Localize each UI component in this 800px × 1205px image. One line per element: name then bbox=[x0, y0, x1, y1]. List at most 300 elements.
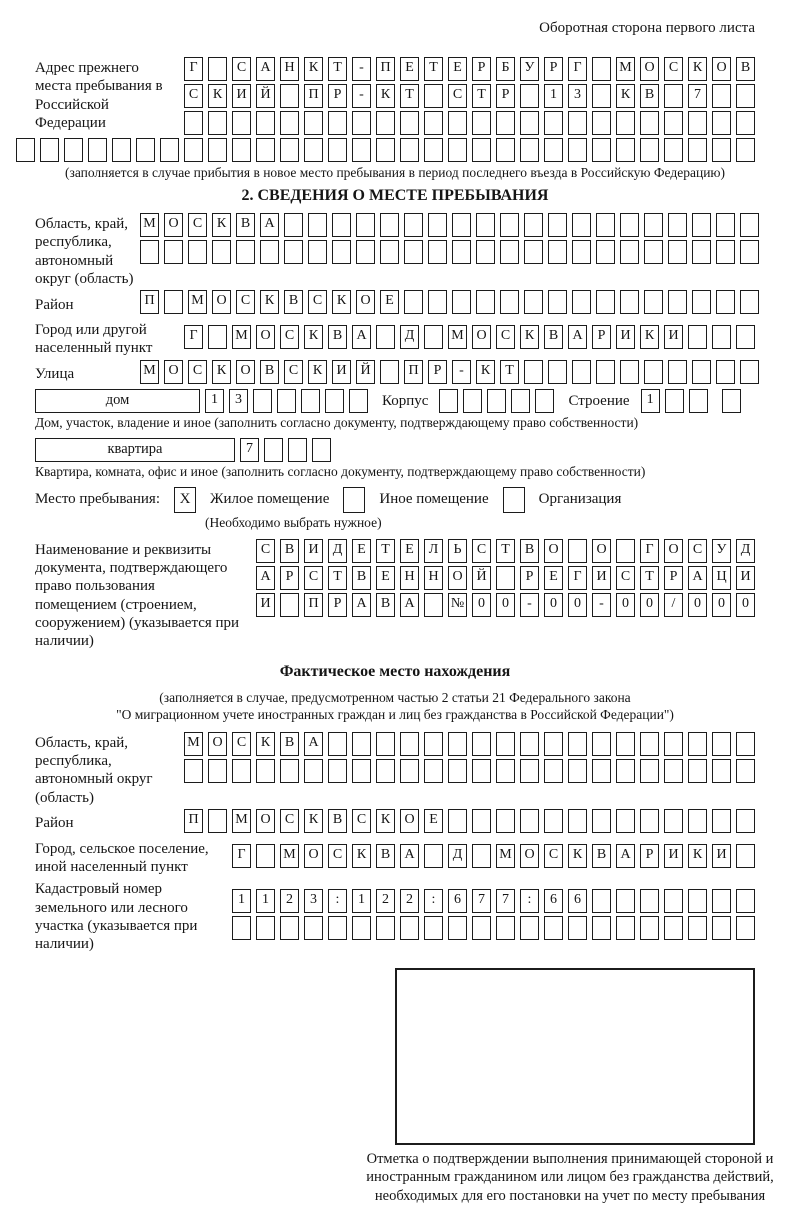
char-box: О bbox=[592, 539, 611, 563]
char-box bbox=[568, 809, 587, 833]
char-box bbox=[472, 916, 491, 940]
char-box bbox=[640, 138, 659, 162]
char-box: В bbox=[328, 809, 347, 833]
char-box: 7 bbox=[472, 889, 491, 913]
char-box: О bbox=[212, 290, 231, 314]
char-box bbox=[688, 732, 707, 756]
char-box bbox=[284, 240, 303, 264]
char-box bbox=[712, 325, 731, 349]
prev-address-label: Адрес прежнего места пребывания в Российской Федерации bbox=[35, 60, 163, 131]
oblast-label: Область, край, республика, автономный округ (область) bbox=[35, 216, 134, 287]
char-box: С bbox=[184, 84, 203, 108]
char-box: О bbox=[520, 844, 539, 868]
char-box: Е bbox=[380, 290, 399, 314]
fact-gorod-block bbox=[35, 838, 755, 877]
char-box: К bbox=[212, 213, 231, 237]
dom-block bbox=[35, 389, 755, 413]
char-box bbox=[208, 759, 227, 783]
char-box bbox=[736, 844, 755, 868]
char-box bbox=[496, 759, 515, 783]
char-box bbox=[544, 111, 563, 135]
kvartira-rect: квартира bbox=[35, 438, 235, 462]
char-box: С bbox=[544, 844, 563, 868]
char-box: 0 bbox=[496, 593, 515, 617]
section2-title: 2. СВЕДЕНИЯ О МЕСТЕ ПРЕБЫВАНИЯ bbox=[241, 187, 549, 204]
char-box bbox=[439, 389, 458, 413]
char-box: М bbox=[140, 213, 159, 237]
char-box bbox=[304, 759, 323, 783]
char-box: : bbox=[424, 889, 443, 913]
char-box bbox=[596, 360, 615, 384]
char-box: Е bbox=[376, 566, 395, 590]
char-box bbox=[256, 138, 275, 162]
char-box bbox=[712, 759, 731, 783]
char-box bbox=[736, 732, 755, 756]
char-box bbox=[476, 213, 495, 237]
char-box bbox=[592, 889, 611, 913]
char-box bbox=[688, 325, 707, 349]
char-box bbox=[463, 389, 482, 413]
char-box: Р bbox=[328, 593, 347, 617]
document-row-2 bbox=[240, 566, 755, 590]
char-box bbox=[184, 111, 203, 135]
fact-oblast-label: Область, край, республика, автономный округ (область) bbox=[35, 734, 153, 806]
char-box: С bbox=[280, 809, 299, 833]
char-box: 6 bbox=[544, 889, 563, 913]
prev-address-row-2 bbox=[170, 84, 755, 108]
char-box bbox=[212, 240, 231, 264]
char-box: И bbox=[256, 593, 275, 617]
char-box bbox=[520, 732, 539, 756]
char-box: 1 bbox=[544, 84, 563, 108]
char-box bbox=[448, 916, 467, 940]
oblast-row-1 bbox=[135, 213, 755, 237]
char-box: М bbox=[496, 844, 515, 868]
char-box bbox=[424, 111, 443, 135]
char-box: Й bbox=[256, 84, 275, 108]
char-box bbox=[568, 759, 587, 783]
char-box: А bbox=[256, 57, 275, 81]
char-box bbox=[596, 213, 615, 237]
char-box bbox=[500, 290, 519, 314]
char-box bbox=[376, 759, 395, 783]
char-box bbox=[568, 111, 587, 135]
char-box bbox=[253, 389, 272, 413]
char-box bbox=[568, 539, 587, 563]
char-box bbox=[140, 240, 159, 264]
char-box: 2 bbox=[376, 889, 395, 913]
char-box bbox=[620, 290, 639, 314]
char-box: Л bbox=[424, 539, 443, 563]
char-box: С bbox=[308, 290, 327, 314]
char-box bbox=[380, 213, 399, 237]
char-box bbox=[301, 389, 320, 413]
char-box bbox=[620, 213, 639, 237]
char-box: 6 bbox=[448, 889, 467, 913]
prev-address-row-1 bbox=[170, 57, 755, 81]
char-box bbox=[544, 759, 563, 783]
document-row-3 bbox=[240, 593, 755, 617]
char-box bbox=[472, 844, 491, 868]
dom-caption: Дом, участок, владение и иное (заполнить согласно документу, подтверждающему право собственности) bbox=[35, 414, 639, 430]
char-box bbox=[328, 732, 347, 756]
char-box: В bbox=[640, 84, 659, 108]
kadastr-label: Кадастровый номер земельного или лесного участка (указывается при наличии) bbox=[35, 881, 198, 953]
char-box bbox=[688, 809, 707, 833]
char-box bbox=[664, 889, 683, 913]
char-box bbox=[548, 360, 567, 384]
char-box: В bbox=[376, 844, 395, 868]
char-box bbox=[308, 240, 327, 264]
char-box: К bbox=[304, 57, 323, 81]
char-box bbox=[164, 290, 183, 314]
char-box bbox=[380, 360, 399, 384]
document-label: Наименование и реквизиты документа, подтверждающего право пользования помещением (строением, сооружением) (указывается при наличии) bbox=[35, 541, 240, 650]
char-box: О bbox=[256, 809, 275, 833]
fact-oblast-block bbox=[35, 732, 755, 807]
char-box bbox=[448, 809, 467, 833]
char-box: 0 bbox=[736, 593, 755, 617]
char-box bbox=[400, 916, 419, 940]
char-box bbox=[640, 759, 659, 783]
char-box bbox=[496, 566, 515, 590]
char-box bbox=[424, 138, 443, 162]
char-box bbox=[592, 138, 611, 162]
char-box: Й bbox=[472, 566, 491, 590]
char-box: В bbox=[352, 566, 371, 590]
char-box: 7 bbox=[240, 438, 259, 462]
char-box bbox=[592, 809, 611, 833]
prev-address-row-4 bbox=[8, 138, 755, 162]
char-box: 1 bbox=[352, 889, 371, 913]
char-box bbox=[112, 138, 131, 162]
oblast-row-2 bbox=[135, 240, 755, 264]
char-box bbox=[548, 240, 567, 264]
char-box: С bbox=[448, 84, 467, 108]
char-box: А bbox=[260, 213, 279, 237]
char-box bbox=[472, 138, 491, 162]
checkbox-inoe bbox=[343, 487, 365, 513]
char-box: К bbox=[376, 809, 395, 833]
char-box bbox=[424, 732, 443, 756]
char-box bbox=[616, 111, 635, 135]
char-box bbox=[472, 732, 491, 756]
char-box bbox=[349, 389, 368, 413]
char-box bbox=[256, 916, 275, 940]
confirmation-stamp-box bbox=[395, 968, 755, 1145]
char-box bbox=[428, 240, 447, 264]
char-box bbox=[712, 916, 731, 940]
char-box bbox=[280, 916, 299, 940]
char-box: Т bbox=[424, 57, 443, 81]
char-box bbox=[640, 111, 659, 135]
char-box bbox=[689, 389, 708, 413]
option-label-zhiloe: Жилое помещение bbox=[210, 491, 330, 508]
char-box bbox=[592, 111, 611, 135]
char-box bbox=[572, 213, 591, 237]
char-box bbox=[400, 759, 419, 783]
char-box bbox=[644, 360, 663, 384]
char-box bbox=[616, 916, 635, 940]
char-box bbox=[352, 732, 371, 756]
char-box: П bbox=[404, 360, 423, 384]
char-box bbox=[325, 389, 344, 413]
char-box bbox=[664, 84, 683, 108]
mesto-caption: (Необходимо выбрать нужное) bbox=[205, 514, 382, 530]
char-box bbox=[280, 759, 299, 783]
char-box: В bbox=[544, 325, 563, 349]
char-box: М bbox=[616, 57, 635, 81]
char-box bbox=[664, 732, 683, 756]
char-box bbox=[352, 111, 371, 135]
char-box: П bbox=[376, 57, 395, 81]
fact-title: Фактическое место нахождения bbox=[279, 662, 511, 680]
char-box: П bbox=[304, 593, 323, 617]
char-box: Р bbox=[520, 566, 539, 590]
char-box bbox=[620, 240, 639, 264]
char-box: В bbox=[520, 539, 539, 563]
checkbox-zhiloe: X bbox=[174, 487, 196, 513]
char-box: О bbox=[640, 57, 659, 81]
char-box: С bbox=[232, 57, 251, 81]
char-box: О bbox=[304, 844, 323, 868]
char-box: О bbox=[164, 213, 183, 237]
char-box bbox=[160, 138, 179, 162]
char-box: Н bbox=[400, 566, 419, 590]
char-box bbox=[640, 889, 659, 913]
char-box bbox=[280, 593, 299, 617]
char-box bbox=[722, 389, 741, 413]
fact-raion-row bbox=[135, 809, 755, 833]
char-box bbox=[284, 213, 303, 237]
char-box: 2 bbox=[400, 889, 419, 913]
char-box bbox=[544, 138, 563, 162]
korpus-cells bbox=[434, 389, 554, 413]
char-box bbox=[256, 111, 275, 135]
char-box: Г bbox=[184, 57, 203, 81]
stroenie-cells bbox=[636, 389, 741, 413]
char-box: 7 bbox=[688, 84, 707, 108]
char-box: Р bbox=[328, 84, 347, 108]
char-box: Д bbox=[400, 325, 419, 349]
char-box bbox=[376, 325, 395, 349]
oblast-block bbox=[35, 213, 755, 288]
char-box bbox=[428, 213, 447, 237]
char-box: Т bbox=[328, 57, 347, 81]
char-box: Р bbox=[544, 57, 563, 81]
char-box bbox=[332, 213, 351, 237]
char-box: 3 bbox=[229, 389, 248, 413]
prev-address-grid bbox=[170, 57, 755, 138]
char-box: Е bbox=[400, 57, 419, 81]
char-box bbox=[288, 438, 307, 462]
document-row-1 bbox=[240, 539, 755, 563]
kvartira-block bbox=[35, 438, 755, 462]
char-box bbox=[572, 290, 591, 314]
char-box: - bbox=[352, 57, 371, 81]
char-box: 0 bbox=[472, 593, 491, 617]
char-box bbox=[740, 360, 759, 384]
char-box: Г bbox=[640, 539, 659, 563]
char-box bbox=[424, 759, 443, 783]
char-box bbox=[688, 916, 707, 940]
char-box bbox=[184, 138, 203, 162]
char-box: И bbox=[332, 360, 351, 384]
fact-gorod-row bbox=[220, 844, 755, 868]
char-box bbox=[208, 57, 227, 81]
char-box bbox=[520, 84, 539, 108]
fact-caption-line1: (заполняется в случае, предусмотренном частью 2 статьи 21 Федерального закона bbox=[159, 689, 631, 705]
char-box bbox=[712, 138, 731, 162]
char-box bbox=[712, 84, 731, 108]
char-box: 0 bbox=[544, 593, 563, 617]
char-box bbox=[688, 889, 707, 913]
kadastr-row-1 bbox=[220, 889, 755, 913]
char-box: О bbox=[236, 360, 255, 384]
char-box bbox=[644, 213, 663, 237]
char-box: Р bbox=[472, 57, 491, 81]
char-box bbox=[664, 759, 683, 783]
char-box: П bbox=[184, 809, 203, 833]
char-box bbox=[452, 240, 471, 264]
char-box bbox=[232, 111, 251, 135]
char-box bbox=[496, 916, 515, 940]
ulitsa-row bbox=[135, 360, 755, 384]
char-box bbox=[400, 111, 419, 135]
char-box: - bbox=[592, 593, 611, 617]
char-box bbox=[524, 290, 543, 314]
char-box: К bbox=[616, 84, 635, 108]
char-box: А bbox=[688, 566, 707, 590]
char-box bbox=[208, 325, 227, 349]
fact-gorod-label: Город, сельское поселение, иной населенный пункт bbox=[35, 840, 209, 876]
kvartira-caption: Квартира, комната, офис и иное (заполнить согласно документу, подтверждающему право собственности) bbox=[35, 463, 646, 479]
char-box: В bbox=[284, 290, 303, 314]
char-box: К bbox=[352, 844, 371, 868]
char-box: Ь bbox=[448, 539, 467, 563]
char-box bbox=[716, 290, 735, 314]
char-box: В bbox=[280, 732, 299, 756]
char-box bbox=[472, 809, 491, 833]
gorod-block bbox=[35, 319, 755, 358]
char-box bbox=[448, 759, 467, 783]
char-box bbox=[548, 213, 567, 237]
char-box bbox=[424, 84, 443, 108]
char-box: - bbox=[352, 84, 371, 108]
char-box: О bbox=[448, 566, 467, 590]
char-box: И bbox=[592, 566, 611, 590]
char-box bbox=[496, 732, 515, 756]
char-box: С bbox=[328, 844, 347, 868]
char-box: К bbox=[568, 844, 587, 868]
char-box: Е bbox=[544, 566, 563, 590]
char-box: К bbox=[304, 325, 323, 349]
char-box: Н bbox=[280, 57, 299, 81]
char-box: 1 bbox=[232, 889, 251, 913]
char-box: Т bbox=[496, 539, 515, 563]
char-box bbox=[264, 438, 283, 462]
char-box bbox=[592, 57, 611, 81]
char-box bbox=[568, 916, 587, 940]
char-box: Т bbox=[640, 566, 659, 590]
char-box bbox=[736, 138, 755, 162]
char-box bbox=[476, 240, 495, 264]
char-box bbox=[136, 138, 155, 162]
document-block bbox=[35, 539, 755, 651]
char-box bbox=[740, 213, 759, 237]
char-box: 0 bbox=[712, 593, 731, 617]
char-box bbox=[452, 213, 471, 237]
char-box: Т bbox=[328, 566, 347, 590]
char-box bbox=[376, 916, 395, 940]
char-box: 0 bbox=[568, 593, 587, 617]
char-box: М bbox=[232, 325, 251, 349]
mesto-prebyvaniya-row bbox=[35, 487, 755, 513]
char-box: Е bbox=[400, 539, 419, 563]
char-box bbox=[592, 916, 611, 940]
char-box: С bbox=[496, 325, 515, 349]
char-box bbox=[568, 732, 587, 756]
char-box: И bbox=[712, 844, 731, 868]
char-box bbox=[280, 138, 299, 162]
option-label-inoe: Иное помещение bbox=[379, 491, 489, 508]
char-box bbox=[688, 138, 707, 162]
char-box: С bbox=[280, 325, 299, 349]
char-box: С bbox=[256, 539, 275, 563]
char-box: 2 bbox=[280, 889, 299, 913]
char-box bbox=[688, 759, 707, 783]
char-box: В bbox=[328, 325, 347, 349]
char-box: С bbox=[304, 566, 323, 590]
char-box: 1 bbox=[205, 389, 224, 413]
char-box bbox=[256, 844, 275, 868]
char-box: С bbox=[188, 213, 207, 237]
raion-label: Район bbox=[35, 296, 74, 313]
dom-cells bbox=[200, 389, 368, 413]
char-box bbox=[668, 290, 687, 314]
char-box bbox=[452, 290, 471, 314]
char-box bbox=[404, 213, 423, 237]
char-box: Р bbox=[496, 84, 515, 108]
char-box: С bbox=[688, 539, 707, 563]
char-box: Е bbox=[448, 57, 467, 81]
char-box: И bbox=[736, 566, 755, 590]
char-box: В bbox=[376, 593, 395, 617]
char-box: С bbox=[616, 566, 635, 590]
char-box bbox=[668, 360, 687, 384]
char-box bbox=[236, 240, 255, 264]
char-box bbox=[356, 240, 375, 264]
char-box bbox=[260, 240, 279, 264]
char-box bbox=[328, 759, 347, 783]
fact-oblast-row-2 bbox=[170, 759, 755, 783]
char-box: О bbox=[356, 290, 375, 314]
char-box: И bbox=[232, 84, 251, 108]
char-box bbox=[524, 240, 543, 264]
gorod-label: Город или другой населенный пункт bbox=[35, 322, 153, 357]
char-box bbox=[616, 138, 635, 162]
char-box: 3 bbox=[304, 889, 323, 913]
char-box: К bbox=[688, 844, 707, 868]
char-box: В bbox=[260, 360, 279, 384]
char-box bbox=[592, 732, 611, 756]
char-box: К bbox=[332, 290, 351, 314]
char-box bbox=[692, 213, 711, 237]
char-box: А bbox=[304, 732, 323, 756]
char-box bbox=[668, 240, 687, 264]
char-box: К bbox=[476, 360, 495, 384]
char-box bbox=[376, 111, 395, 135]
